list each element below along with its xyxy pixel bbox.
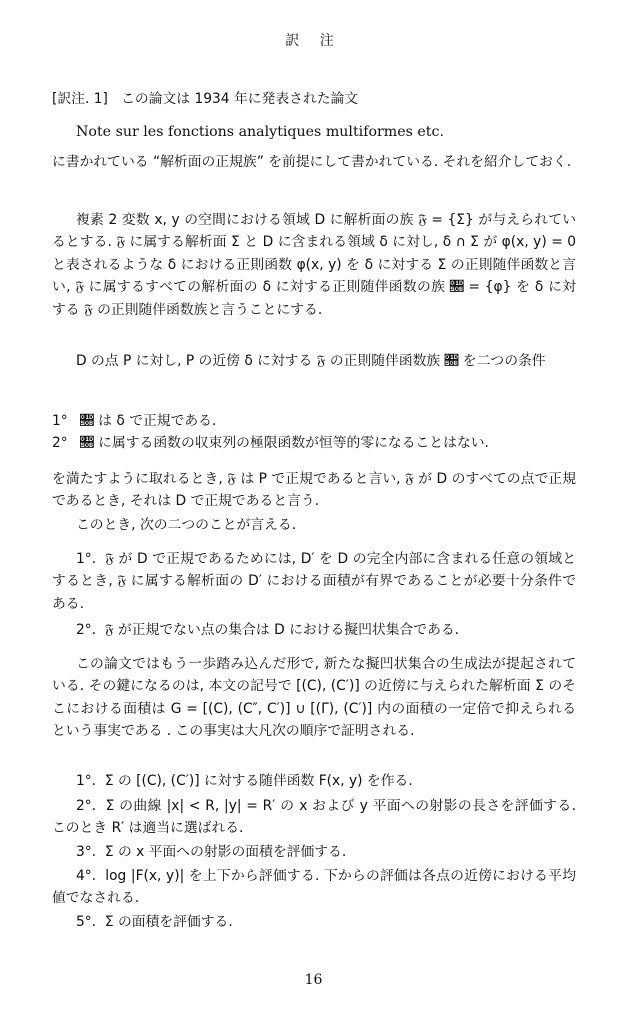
paragraph-5: このとき, 次の二つのことが言える. xyxy=(76,517,297,533)
step-5-text: Σ の面積を評価する. xyxy=(104,914,233,930)
theorem-1-text: 𝔉 が D で正規であるためには, D′ を D の完全内部に含まれる任意の領域とするとき, 𝔉 に属する解析面の D′ における面積が有界であることが必要十分条件である. xyxy=(52,551,576,612)
paragraph-3: D の点 P に対し, P の近傍 δ に対する 𝔉 の正則随伴函数族 𝔋 を二つの条件 xyxy=(76,353,546,369)
step-5 xyxy=(52,911,576,933)
step-2-number: 2°. xyxy=(76,798,97,814)
step-5-number: 5°. xyxy=(76,914,97,930)
note-heading xyxy=(52,88,576,110)
condition-1-number: 1° xyxy=(52,413,68,429)
paragraph-1: に書かれている “解析面の正規族” を前提にして書かれている. それを紹介しておく. xyxy=(52,154,572,170)
step-4-number: 4°. xyxy=(76,868,97,884)
note-intro: この論文は 1934 年に発表された論文 xyxy=(121,91,359,107)
step-3-number: 3°. xyxy=(76,844,97,860)
step-4-text: log |F(x, y)| を上下から評価する. 下からの評価は各点の近傍における平均値でなされる. xyxy=(52,868,576,907)
condition-2 xyxy=(52,432,576,454)
paragraph-6: この論文ではもう一歩踏み込んだ形で, 新たな擬凹状集合の生成法が提起されている. その鍵になるのは, 本文の記号で [(C), (C′)] の近傍に与えられた解析面 Σ のそこにおける面積は G = [(C), (C″, C′)] ∪ [(Γ), (C′)] 内の面積の一定倍で抑えられるという事実である . この事実は大凡次の順序で証明される. xyxy=(52,656,576,740)
theorem-2 xyxy=(52,619,576,641)
condition-1 xyxy=(52,410,576,432)
step-2-text: Σ の曲線 |x| < R, |y| = R′ の x および y 平面への射影の長さを評価する. このとき R′ は適当に選ばれる. xyxy=(52,798,576,837)
theorem-1-number: 1°. xyxy=(76,551,97,567)
condition-2-number: 2° xyxy=(52,435,68,451)
paragraph-4: を満たすように取れるとき, 𝔉 は P で正規であると言い, 𝔉 が D のすべての点で正規であるとき, それは D で正規であると言う. xyxy=(52,471,576,510)
page-header: 訳 注 xyxy=(285,33,342,49)
theorem-2-number: 2°. xyxy=(76,622,97,638)
theorem-1 xyxy=(52,548,576,615)
step-3-text: Σ の x 平面への射影の面積を評価する. xyxy=(104,844,347,860)
cited-title: Note sur les fonctions analytiques multiformes etc. xyxy=(76,124,444,140)
note-label: [訳注. 1] xyxy=(52,91,108,107)
step-1 xyxy=(52,770,576,792)
condition-2-text: 𝔋 に属する函数の収束列の極限函数が恒等的零になることはない. xyxy=(80,435,489,451)
step-4 xyxy=(52,865,576,910)
step-3 xyxy=(52,841,576,863)
step-1-text: Σ の [(C), (C′)] に対する随伴函数 F(x, y) を作る. xyxy=(104,773,413,789)
paragraph-2: 複素 2 変数 x, y の空間における領域 D に解析面の族 𝔉 = {Σ} が与えられているとする. 𝔉 に属する解析面 Σ と D に含まれる領域 δ に対し, δ ∩ Σ が φ(x, y) = 0 と表されるような δ における正則函数 φ(x, y) を δ に対する Σ の正則随伴函数と言い, 𝔉 に属するすべての解析面の δ に対する正則随伴函数の族 𝔋 = {φ} を δ に対する 𝔉 の正則随伴函数族と言うことにする. xyxy=(52,212,576,318)
condition-1-text: 𝔋 は δ で正規である. xyxy=(80,413,217,429)
step-2 xyxy=(52,795,576,840)
step-1-number: 1°. xyxy=(76,773,97,789)
page-number: 16 xyxy=(304,972,323,988)
theorem-2-text: 𝔉 が正規でない点の集合は D における擬凹状集合である. xyxy=(104,622,460,638)
